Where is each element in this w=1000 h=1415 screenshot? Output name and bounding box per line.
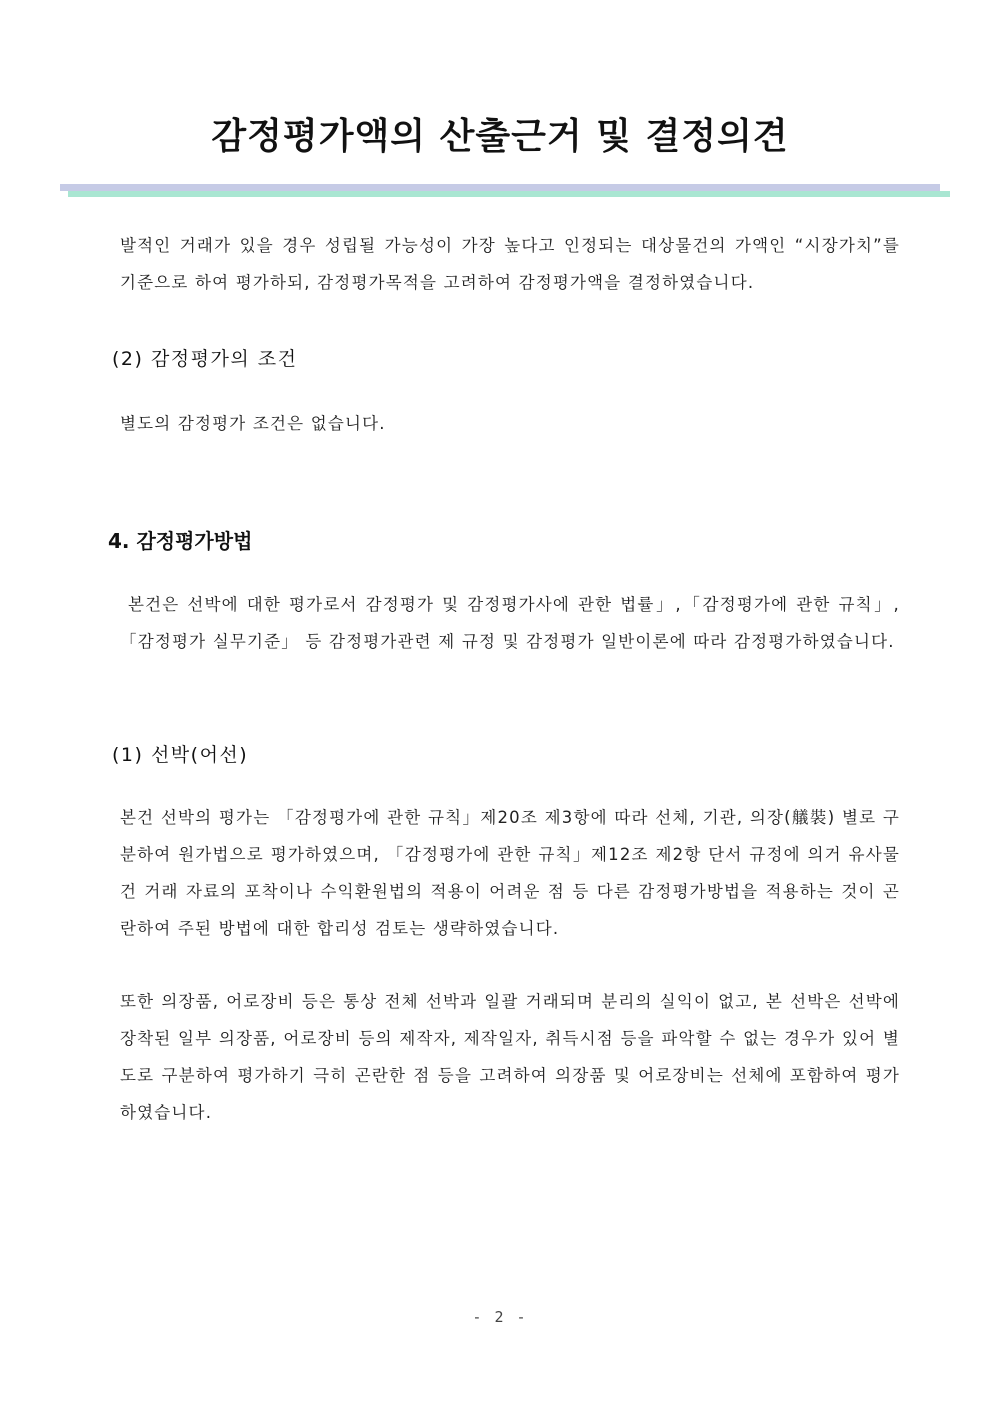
section-4-heading: 4. 감정평가방법 [108, 529, 253, 553]
subsection-2-heading: (2) 감정평가의 조건 [112, 348, 298, 370]
section-4-body: 본건은 선박에 대한 평가로서 감정평가 및 감정평가사에 관한 법률」,「감정평가에 관한 규칙」,「감정평가 실무기준」 등 감정평가관련 제 규정 및 감정평가 일반이론에 따라 감정평가하였습니다. [120, 595, 900, 651]
title-underline-teal [68, 191, 950, 197]
subsection-1-paragraph-1: 본건 선박의 평가는 「감정평가에 관한 규칙」제20조 제3항에 따라 선체, 기관, 의장(艤裝) 별로 구분하여 원가법으로 평가하였으며, 「감정평가에 관한 규칙」제12조 제2항 단서 규정에 의거 유사물건 거래 자료의 포착이나 수익환원법의 적용이 어려운 점 등 다른 감정평가방법을 적용하는 것이 곤란하여 주된 방법에 대한 합리성 검토는 생략하였습니다. [120, 808, 900, 938]
page-number: - 2 - [472, 1308, 528, 1326]
page-title: 감정평가액의 산출근거 및 결정의견 [211, 116, 789, 157]
subsection-1-heading: (1) 선박(어선) [112, 744, 249, 766]
subsection-1-paragraph-2: 또한 의장품, 어로장비 등은 통상 전체 선박과 일괄 거래되며 분리의 실익이 없고, 본 선박은 선박에 장착된 일부 의장품, 어로장비 등의 제작자, 제작일자, 취득시점 등을 파악할 수 없는 경우가 있어 별도로 구분하여 평가하기 극히 곤란한 점 등을 고려하여 의장품 및 어로장비는 선체에 포함하여 평가하였습니다. [120, 992, 900, 1122]
intro-paragraph: 발적인 거래가 있을 경우 성립될 가능성이 가장 높다고 인정되는 대상물건의 가액인 “시장가치”를 기준으로 하여 평가하되, 감정평가목적을 고려하여 감정평가액을 결정하였습니다. [120, 236, 900, 292]
title-underline-blue [60, 184, 940, 191]
subsection-2-body: 별도의 감정평가 조건은 없습니다. [120, 414, 386, 433]
